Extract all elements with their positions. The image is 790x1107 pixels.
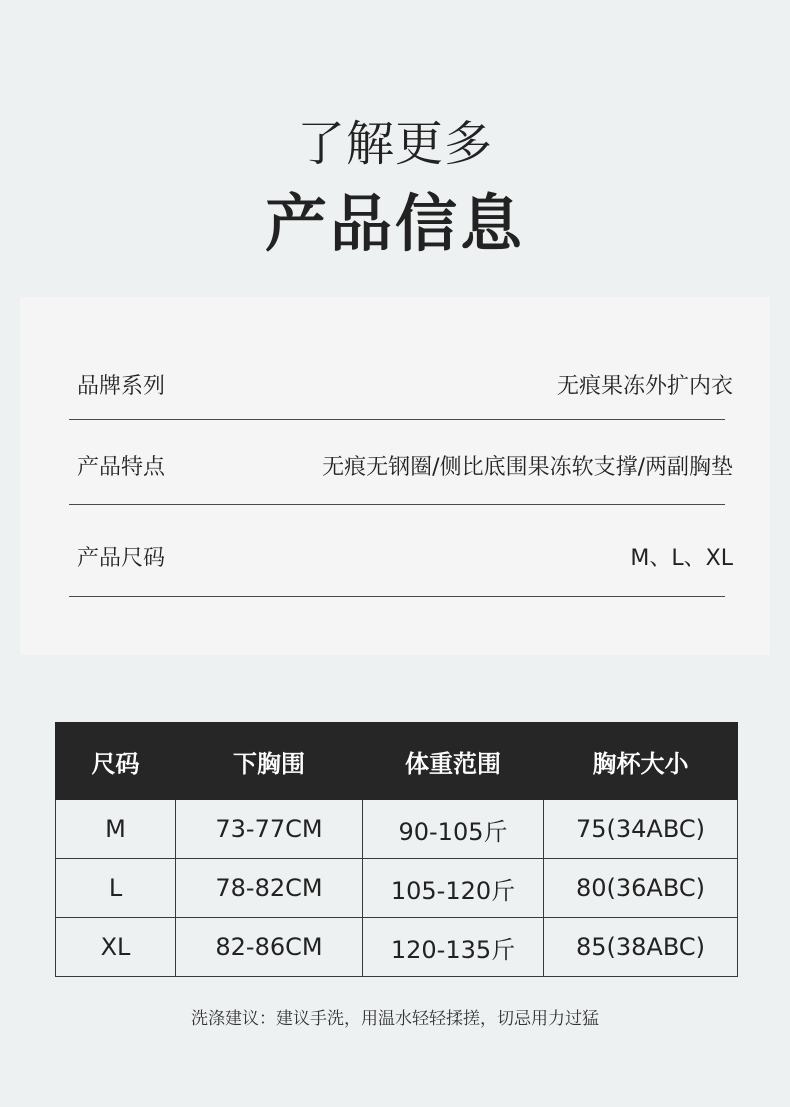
page-heading-sub: 了解更多	[296, 116, 493, 172]
column-header-cup-size: 胸杯大小	[544, 723, 738, 800]
info-value: 无痕无钢圈/侧比底围果冻软支撑/两副胸垫	[322, 455, 733, 480]
info-value: M、L、XL	[630, 546, 733, 571]
table-row	[56, 918, 738, 977]
info-row-features	[69, 420, 733, 505]
table-cell: 90-105斤	[363, 800, 544, 859]
info-label: 产品尺码	[77, 546, 166, 571]
table-cell: 82-86CM	[176, 918, 363, 977]
info-row-sizes	[69, 505, 733, 597]
product-info-card	[20, 297, 770, 655]
table-cell: M	[56, 800, 176, 859]
table-cell: L	[56, 859, 176, 918]
table-cell: 75(34ABC)	[544, 800, 738, 859]
column-header-size: 尺码	[56, 723, 176, 800]
table-cell: 85(38ABC)	[544, 918, 738, 977]
table-cell: XL	[56, 918, 176, 977]
table-row	[56, 800, 738, 859]
info-label: 品牌系列	[77, 374, 166, 399]
column-header-weight-range: 体重范围	[363, 723, 544, 800]
page-heading-main: 产品信息	[264, 187, 525, 260]
table-header-row	[56, 723, 738, 800]
info-label: 产品特点	[77, 455, 166, 480]
table-cell: 105-120斤	[363, 859, 544, 918]
info-value: 无痕果冻外扩内衣	[556, 374, 733, 399]
info-row-brand-series	[69, 355, 733, 420]
table-cell: 120-135斤	[363, 918, 544, 977]
table-cell: 80(36ABC)	[544, 859, 738, 918]
table-row	[56, 859, 738, 918]
table-cell: 73-77CM	[176, 800, 363, 859]
wash-instructions: 洗涤建议：建议手洗，用温水轻轻揉搓，切忌用力过猛	[191, 1009, 599, 1029]
table-cell: 78-82CM	[176, 859, 363, 918]
size-chart-table	[55, 722, 738, 977]
column-header-underbust: 下胸围	[176, 723, 363, 800]
